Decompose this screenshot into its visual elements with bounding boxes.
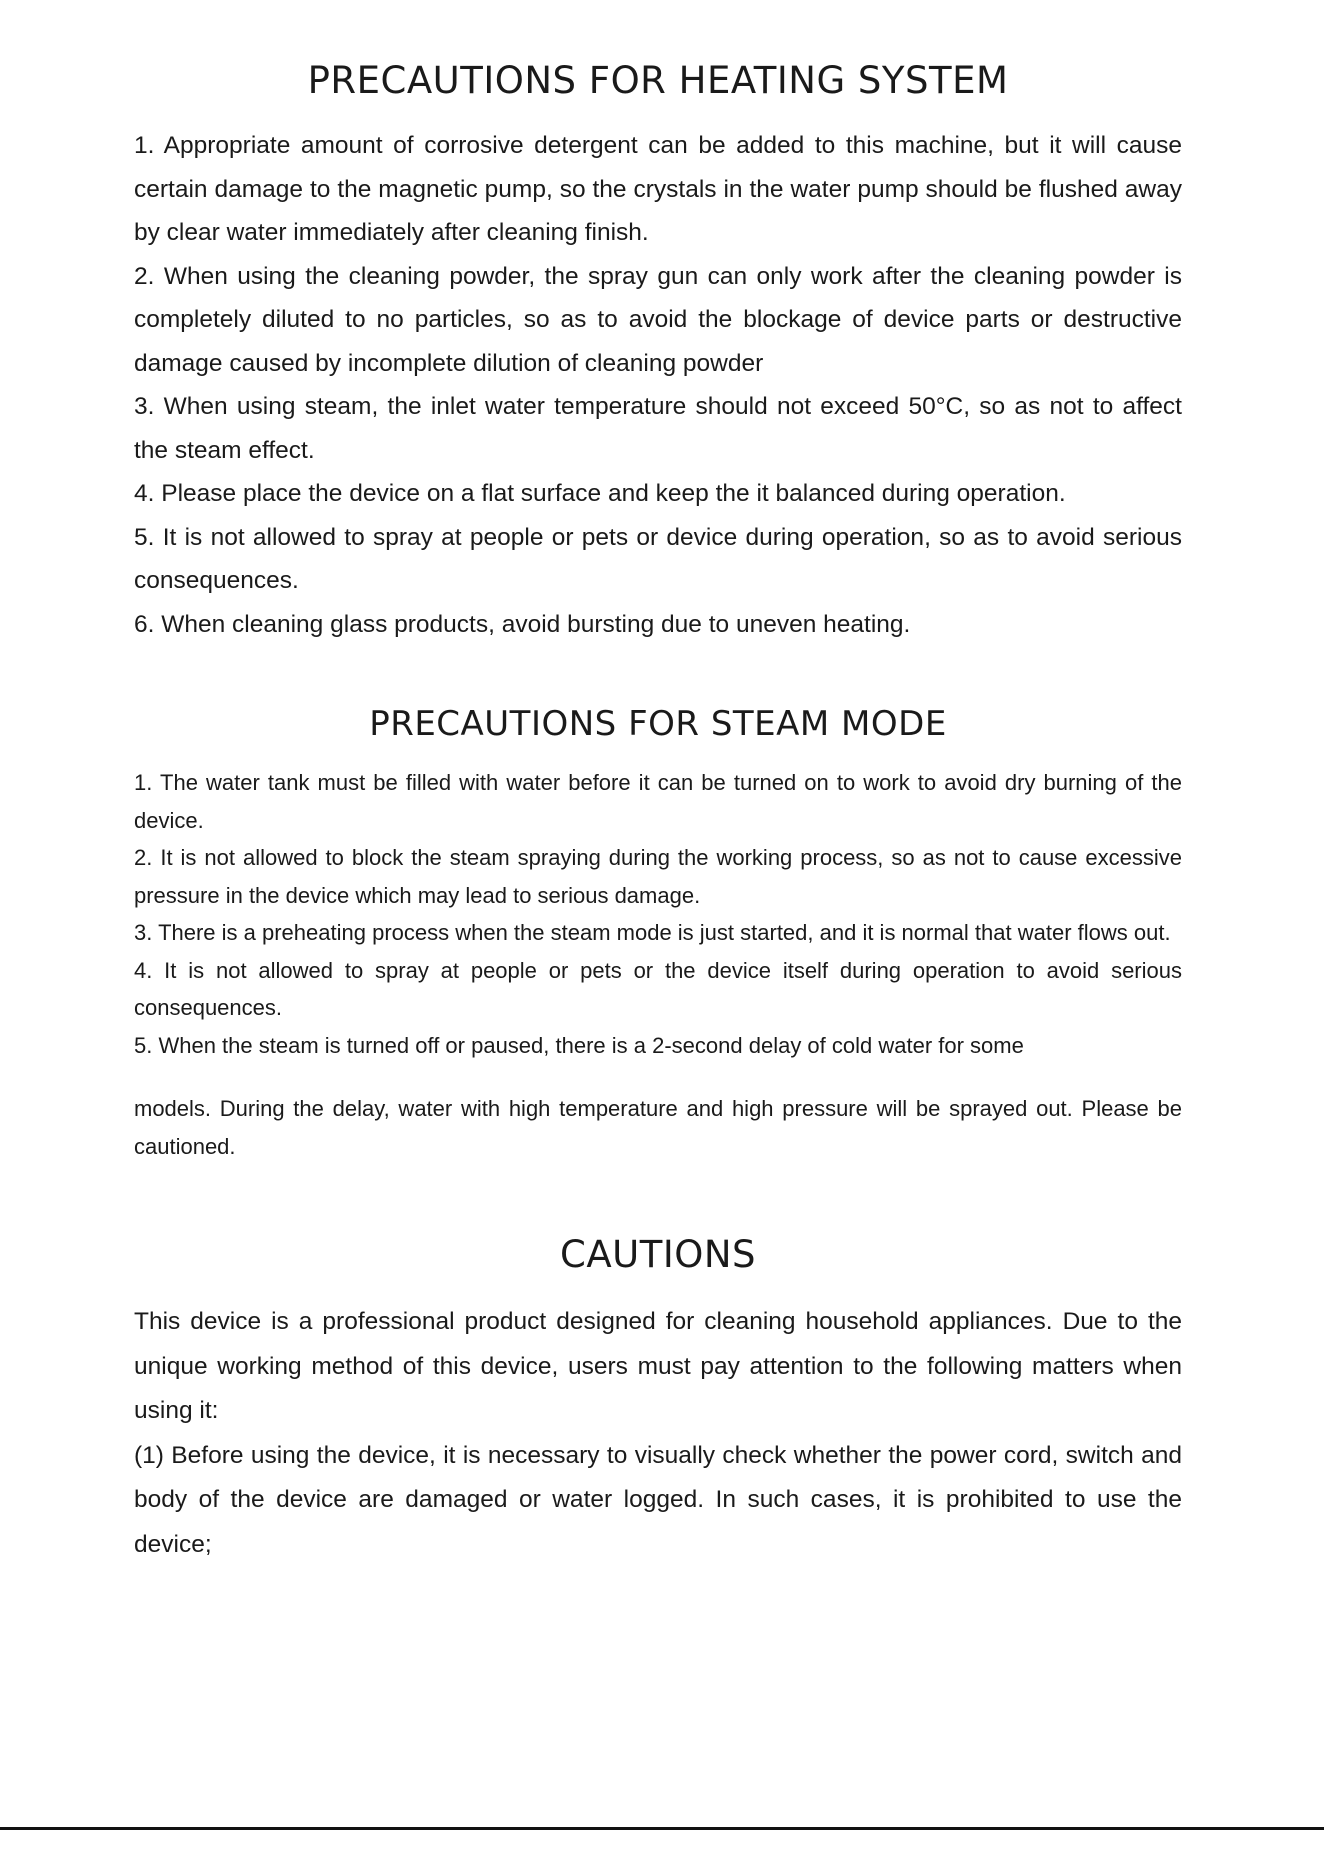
heating-item-4: 4. Please place the device on a flat surface and keep the it balanced during operation. [134, 480, 1066, 507]
cautions-section [134, 1232, 1182, 1567]
heating-item-3: 3. When using steam, the inlet water temperature should not exceed 50°C, so as not to affect the steam effect. [134, 393, 1182, 464]
heating-item-5: 5. It is not allowed to spray at people or pets or device during operation, so as to avoid serious consequences. [134, 523, 1182, 594]
cautions-heading: CAUTIONS [559, 1233, 757, 1276]
steam-item-5-continued: models. During the delay, water with high temperature and high pressure will be sprayed out. Please be cautioned. [134, 1096, 1182, 1159]
cautions-item-1: (1) Before using the device, it is necessary to visually check whether the power cord, switch and body of the device are damaged or water logged. In such cases, it is prohibited to use the device; [134, 1441, 1182, 1558]
bottom-rule [0, 1827, 1324, 1830]
heating-item-1: 1. Appropriate amount of corrosive detergent can be added to this machine, but it will cause certain damage to the magnetic pump, so the crystals in the water pump should be flushed away by clear water immediately after cleaning finish. [134, 132, 1182, 246]
steam-item-5: 5. When the steam is turned off or paused, there is a 2-second delay of cold water for some [134, 1032, 1024, 1058]
cautions-intro: This device is a professional product designed for cleaning household appliances. Due to the unique working method of this device, users must pay attention to the following matters when using it: [134, 1308, 1182, 1424]
steam-item-2: 2. It is not allowed to block the steam spraying during the working process, so as not to cause excessive pressure in the device which may lead to serious damage. [134, 845, 1182, 908]
steam-precautions-section [134, 702, 1182, 1165]
heating-precautions-section [134, 58, 1182, 646]
heating-item-2: 2. When using the cleaning powder, the spray gun can only work after the cleaning powder is completely diluted to no particles, so as to avoid the blockage of device parts or destructive damage caused by incomplete dilution of cleaning powder [134, 262, 1182, 377]
heating-item-6: 6. When cleaning glass products, avoid bursting due to uneven heating. [134, 610, 911, 638]
steam-item-3: 3. There is a preheating process when the steam mode is just started, and it is normal that water flows out. [134, 920, 1171, 945]
heating-precautions-heading: PRECAUTIONS FOR HEATING SYSTEM [307, 59, 1009, 102]
steam-item-4: 4. It is not allowed to spray at people or pets or the device itself during operation to avoid serious consequences. [134, 957, 1182, 1020]
steam-item-1: 1. The water tank must be filled with water before it can be turned on to work to avoid dry burning of the device. [134, 770, 1182, 833]
steam-precautions-heading: PRECAUTIONS FOR STEAM MODE [369, 704, 947, 744]
